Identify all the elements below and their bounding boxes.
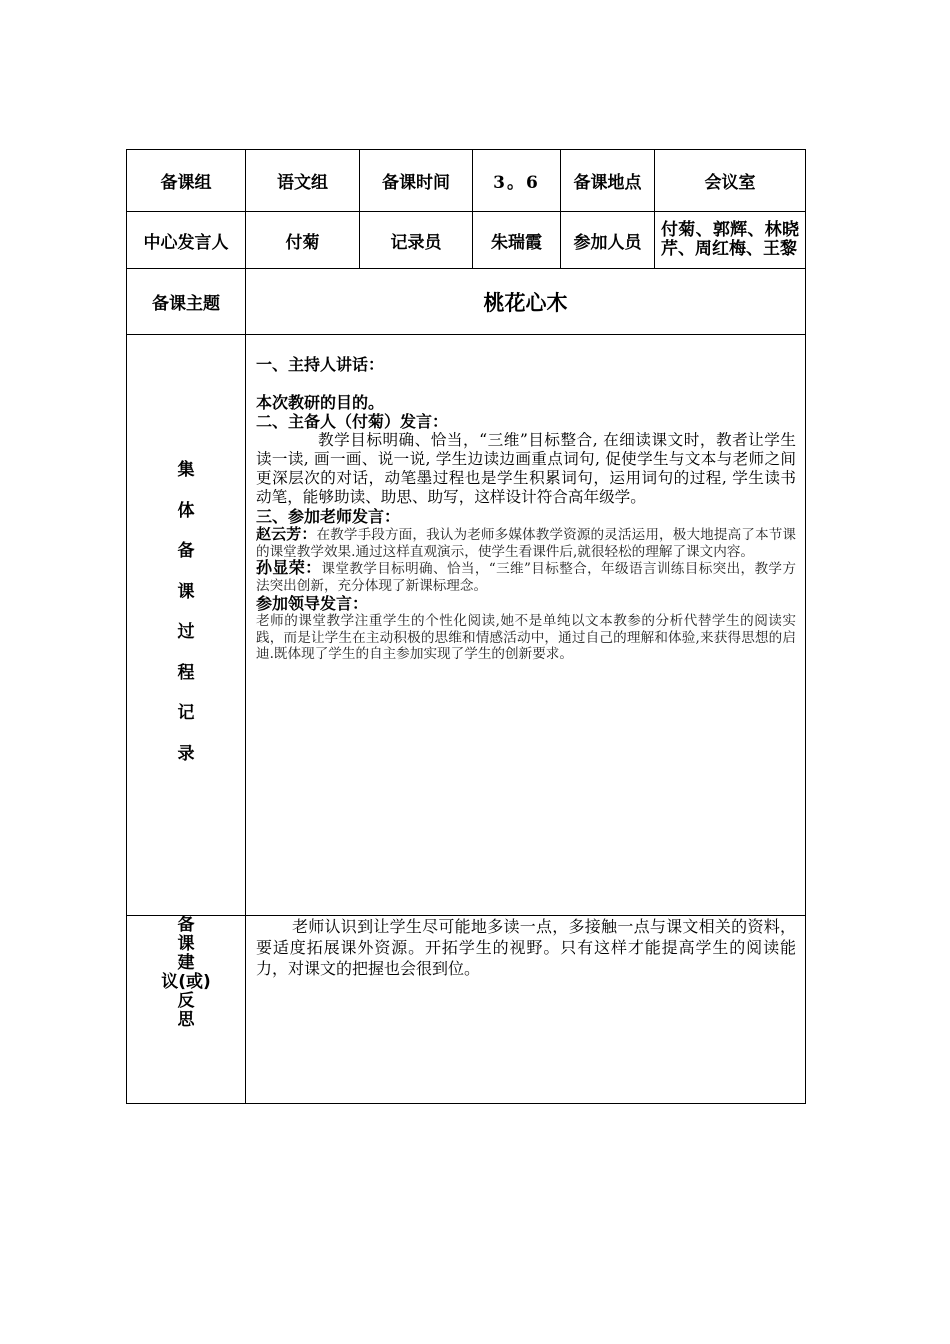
process-label-char: 程 bbox=[177, 662, 195, 683]
time-value: 3。6 bbox=[473, 150, 561, 212]
process-label-char: 过 bbox=[177, 622, 195, 642]
reflection-label-line: 建 bbox=[177, 953, 195, 973]
recorder-label: 记录员 bbox=[360, 212, 473, 269]
reflection-label-line: 备 bbox=[177, 915, 195, 935]
group-value: 语文组 bbox=[246, 150, 360, 212]
speaker-value: 付菊 bbox=[246, 212, 360, 269]
participants-label: 参加人员 bbox=[561, 212, 655, 269]
topic-row bbox=[127, 269, 806, 335]
teacher-name-1: 赵云芳： bbox=[256, 525, 317, 543]
teacher-text-1: 在教学手段方面，我认为老师多媒体教学资源的灵活运用，极大地提高了本节课的课堂教学效果.通过这样直观演示，使学生看课件后,就很轻松的理解了课文内容。 bbox=[256, 527, 796, 560]
lead-heading: 二、主备人（付菊）发言： bbox=[256, 412, 449, 431]
teacher-name-2: 孙显荣： bbox=[256, 558, 322, 577]
reflection-label-line: 思 bbox=[177, 1010, 195, 1030]
process-content bbox=[246, 335, 806, 916]
recorder-value: 朱瑞霞 bbox=[473, 212, 561, 269]
reflection-label-line: 议(或) bbox=[161, 972, 211, 992]
teachers-heading: 三、参加老师发言： bbox=[256, 507, 401, 526]
participants-value: 付菊、郭辉、林晓芹、周红梅、王黎 bbox=[655, 212, 806, 269]
topic-value: 桃花心木 bbox=[246, 269, 806, 335]
reflection-label-line: 反 bbox=[177, 991, 195, 1011]
place-label: 备课地点 bbox=[561, 150, 655, 212]
leader-heading: 参加领导发言： bbox=[256, 594, 369, 613]
process-label-char: 体 bbox=[177, 500, 195, 521]
process-label bbox=[127, 335, 246, 916]
process-row bbox=[127, 335, 806, 916]
process-label-char: 集 bbox=[177, 460, 195, 480]
process-label-char: 备 bbox=[177, 541, 195, 561]
teacher-comment-2 bbox=[256, 560, 796, 594]
host-heading: 一、主持人讲话： bbox=[256, 355, 385, 374]
lead-text: 教学目标明确、恰当，“三维”目标整合, 在细读课文时，教者让学生读一读, 画一画、说一说, 学生边读边画重点词句, 促使学生与文本与老师之间更深层次的对话，动笔墨过程也是学生积累词句，运用词句的过程, 学生读书动笔，能够助读、助思、助写，这样设计符合高年级学。 bbox=[256, 431, 796, 506]
spacer bbox=[256, 374, 796, 393]
host-text: 本次教研的目的。 bbox=[256, 393, 385, 412]
lesson-plan-table bbox=[126, 149, 806, 1104]
teacher-comment-1 bbox=[256, 526, 796, 560]
info-row-2 bbox=[127, 212, 806, 269]
leader-text: 老师的课堂教学注重学生的个性化阅读,她不是单纯以文本教参的分析代替学生的阅读实践，而是让学生在主动积极的思维和情感活动中，通过自己的理解和体验,来获得思想的启迪.既体现了学生的自主参加实现了学生的创新要求。 bbox=[256, 613, 796, 662]
time-label: 备课时间 bbox=[360, 150, 473, 212]
speaker-label: 中心发言人 bbox=[127, 212, 246, 269]
reflection-row bbox=[127, 916, 806, 1104]
group-label: 备课组 bbox=[127, 150, 246, 212]
reflection-content bbox=[246, 916, 806, 1104]
teacher-text-2: 课堂教学目标明确、恰当，“三维”目标整合，年级语言训练目标突出，教学方法突出创新，充分体现了新课标理念。 bbox=[256, 561, 796, 594]
reflection-text: 老师认识到让学生尽可能地多读一点，多接触一点与课文相关的资料，要适度拓展课外资源。开拓学生的视野。只有这样才能提高学生的阅读能力，对课文的把握也会很到位。 bbox=[256, 917, 796, 978]
topic-label: 备课主题 bbox=[127, 269, 246, 335]
process-label-char: 录 bbox=[177, 743, 195, 764]
reflection-label bbox=[127, 916, 246, 1104]
process-label-char: 课 bbox=[177, 581, 195, 602]
process-label-char: 记 bbox=[177, 703, 195, 723]
place-value: 会议室 bbox=[655, 150, 806, 212]
reflection-label-line: 课 bbox=[177, 934, 195, 954]
info-row-1 bbox=[127, 150, 806, 212]
